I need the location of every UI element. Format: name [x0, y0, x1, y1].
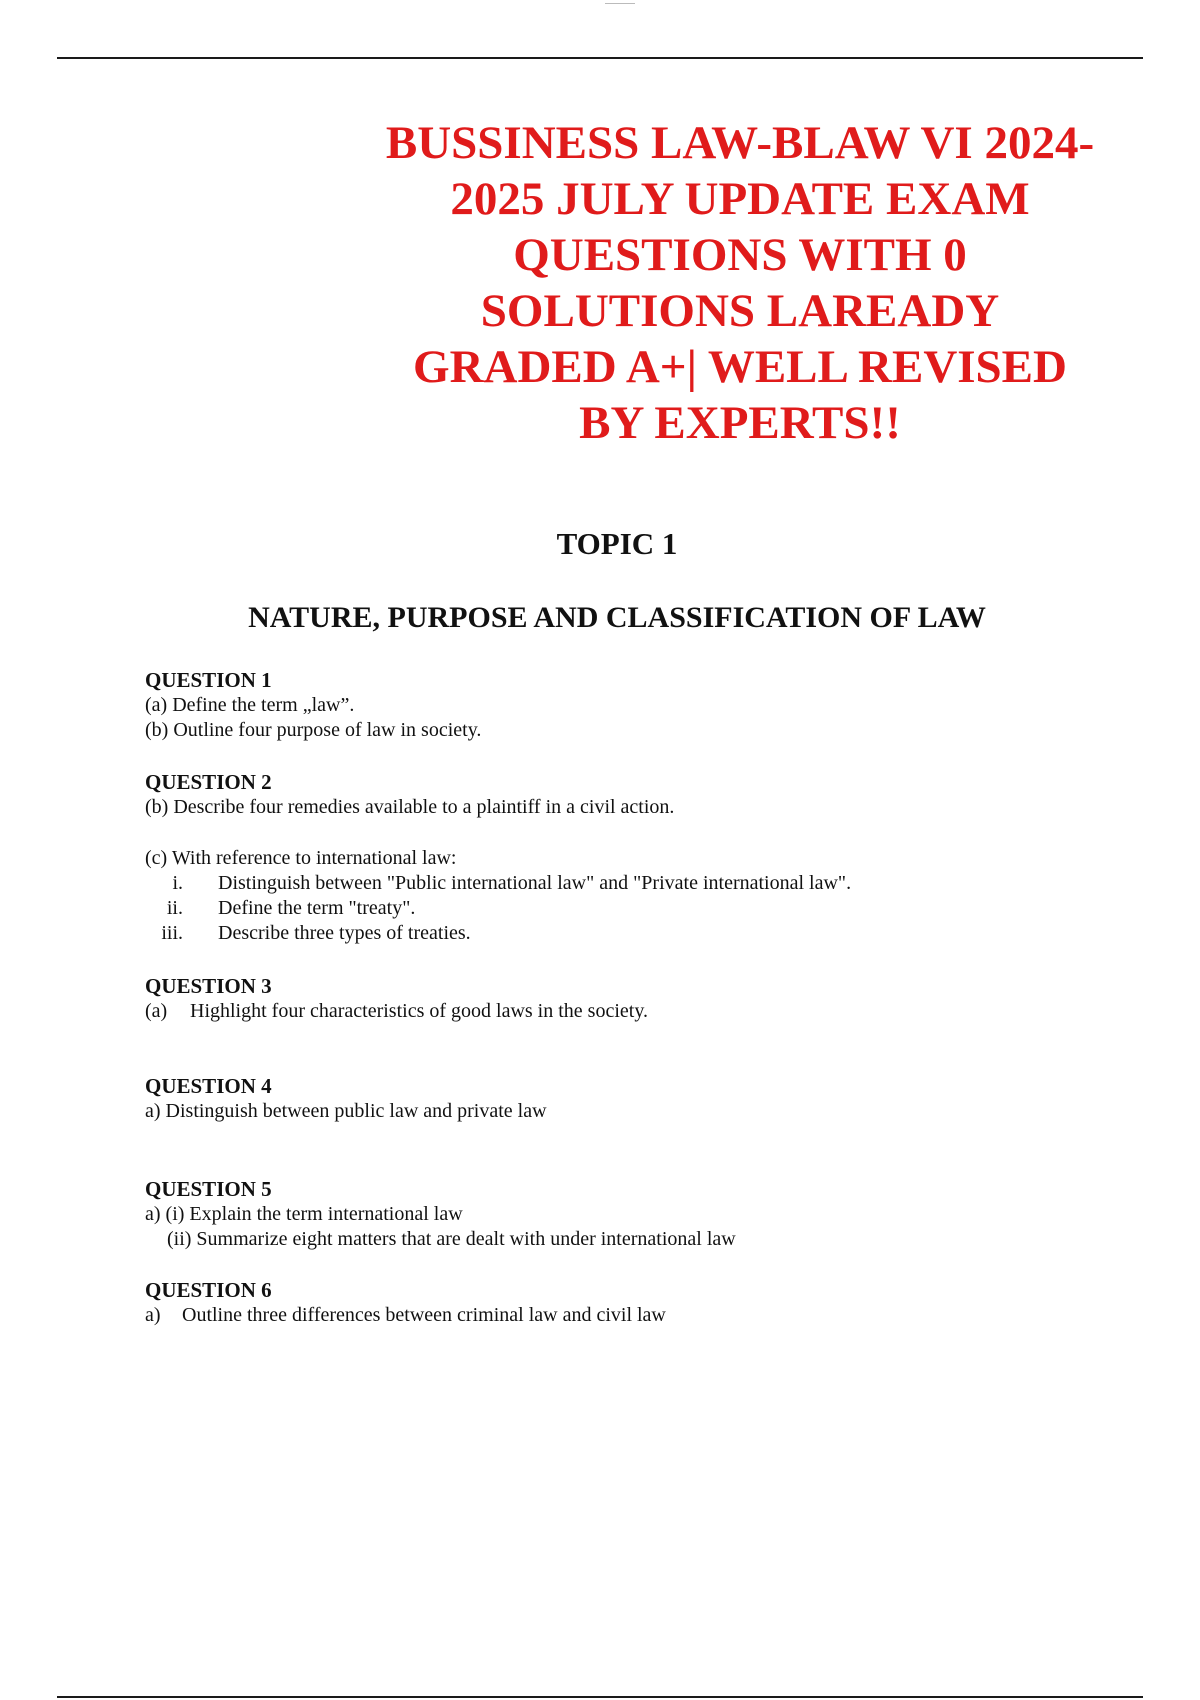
title-line: 2025 JULY UPDATE EXAM — [450, 173, 1030, 225]
question-label: a) — [145, 1304, 161, 1326]
topic-heading: TOPIC 1 — [556, 526, 678, 561]
question-block-5 — [145, 1176, 1145, 1252]
question-text: Highlight four characteristics of good laws in the society. — [190, 1000, 649, 1022]
title-line: SOLUTIONS LAREADY — [480, 285, 1000, 337]
question-heading: QUESTION 1 — [145, 668, 272, 692]
question-line: (a) Define the term „law”. — [145, 694, 355, 716]
list-item-text: Define the term "treaty". — [218, 897, 416, 919]
title-line: BY EXPERTS!! — [579, 397, 901, 449]
question-line: a) Distinguish between public law and private law — [145, 1100, 547, 1122]
footer-rule — [57, 1696, 1143, 1698]
question-heading: QUESTION 3 — [145, 974, 272, 998]
spacer — [145, 820, 1145, 846]
question-block-4 — [145, 1073, 1145, 1124]
question-label: (a) — [145, 1000, 168, 1022]
question-line — [145, 1303, 1145, 1328]
page-top-mark — [605, 0, 635, 4]
question-block-3 — [145, 973, 1145, 1024]
question-heading: QUESTION 2 — [145, 770, 272, 794]
title-line: BUSSINESS LAW-BLAW VI 2024- — [385, 117, 1095, 169]
document-title — [330, 115, 1150, 451]
question-line: (c) With reference to international law: — [145, 847, 457, 869]
list-item-number: ii. — [166, 897, 183, 919]
question-line: (b) Describe four remedies available to a plaintiff in a civil action. — [145, 796, 675, 818]
list-item — [145, 896, 1145, 921]
list-item — [145, 921, 1145, 946]
subject-heading: NATURE, PURPOSE AND CLASSIFICATION OF LAW — [248, 601, 986, 634]
question-line: (b) Outline four purpose of law in society. — [145, 719, 482, 741]
question-block-2 — [145, 769, 1145, 946]
question-heading: QUESTION 4 — [145, 1074, 272, 1098]
title-line: GRADED A+| WELL REVISED — [413, 341, 1067, 393]
list-item-text: Describe three types of treaties. — [218, 922, 471, 944]
question-line: (ii) Summarize eight matters that are dealt with under international law — [167, 1228, 736, 1250]
list-item-number: i. — [172, 872, 183, 894]
question-line: a) (i) Explain the term international law — [145, 1203, 463, 1225]
title-line: QUESTIONS WITH 0 — [513, 229, 967, 281]
list-item-number: iii. — [161, 922, 183, 944]
question-block-1 — [145, 667, 1145, 743]
question-heading: QUESTION 6 — [145, 1278, 272, 1302]
question-text: Outline three differences between criminal law and civil law — [182, 1304, 666, 1326]
list-item — [145, 871, 1145, 896]
question-heading: QUESTION 5 — [145, 1177, 272, 1201]
header-rule — [57, 57, 1143, 59]
question-block-6 — [145, 1277, 1145, 1328]
question-line — [145, 999, 1145, 1024]
list-item-text: Distinguish between "Public international law" and "Private international law". — [218, 872, 852, 894]
